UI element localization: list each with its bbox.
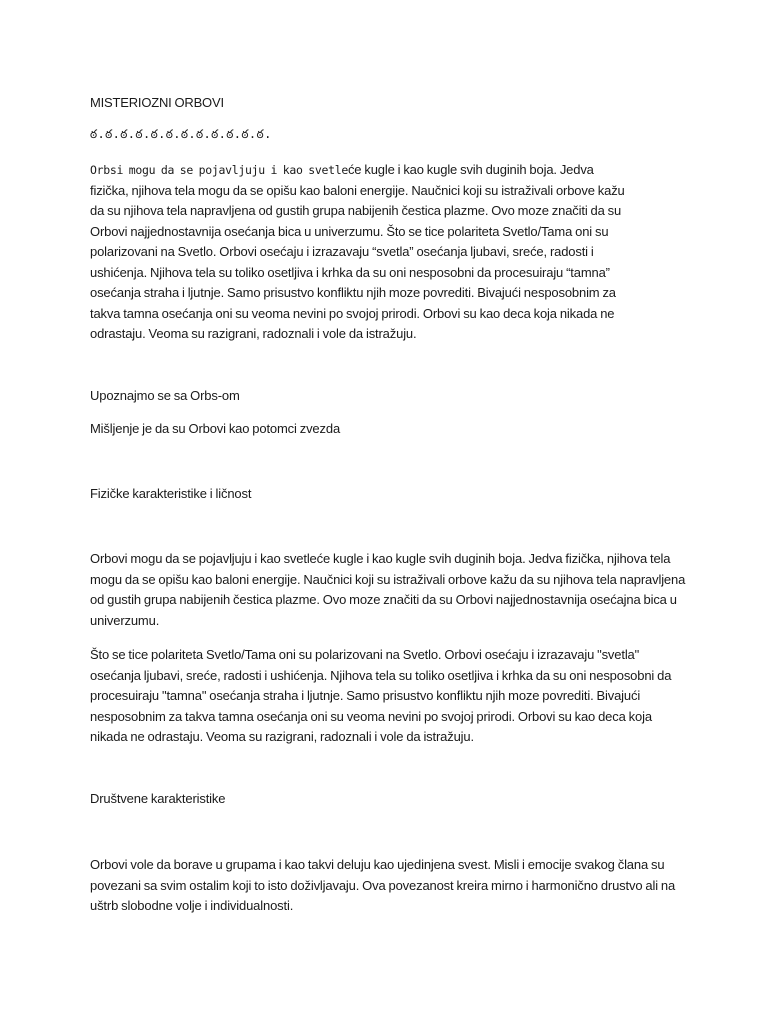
section-heading-meet: Upoznajmo se sa Orbs-om — [90, 388, 240, 403]
intro-lead-text: Orbsi mogu da se pojavljuju i kao svetle — [90, 163, 348, 177]
decorative-glyph-row: ఠ.ఠ.ఠ.ఠ.ఠ.ఠ.ఠ.ఠ.ఠ.ఠ.ఠ.ఠ. — [90, 127, 272, 141]
section-heading-social: Društvene karakteristike — [90, 791, 226, 806]
intro-rest-text: će kugle i kao kugle svih duginih boja. Jedva fizička, njihova tela mogu da se opišu kao baloni energije. Naučnici koji su istraživali orbove kažu da su njihova tela napravljena od gustih grupa nabijenih čestica plazme. Ovo moze značiti da su Orbovi najjednostavnija osećanja bica u univerzumu. Što se tice polariteta Svetlo/Tama oni su polarizovani na Svetlo. Orbovi osećaju i izrazavaju “svetla” osećanja ljubavi, sreće, radosti i ushićenja. Njihova tela su toliko osetljiva i krhka da su oni nesposobni da procesuiraju “tamna” osećanja straha i ljutnje. Samo prisustvo konfliktu njih moze povrediti. Bivajući nesposobnim za takva tamna osećanja oni su veoma nevini po svojoj prirodi. Orbovi su kao deca koja nikada ne odrastaju. Veoma su razigrani, radoznali i vole da istražuju. — [90, 162, 625, 341]
section-heading-physical: Fizičke karakteristike i ličnost — [90, 486, 252, 501]
social-paragraph: Orbovi vole da borave u grupama i kao takvi deluju kao ujedinjena svest. Misli i emocije svakog člana su povezani sa svim ostalim koji to isto doživljavaju. Ova povezanost kreira mirno i harmonično drustvo ali na uštrb slobodne volje i individualnosti. — [90, 857, 676, 913]
physical-paragraph-1: Orbovi mogu da se pojavljuju i kao svetleće kugle i kao kugle svih duginih boja. Jedva fizička, njihova tela mogu da se opišu kao baloni energije. Naučnici koji su istraživali orbove kažu da su njihova tela napravljena od gustih grupa nabijenih čestica plazme. Ovo moze značiti da su Orbovi najjednostavnija osećajna bica u univerzumu. — [90, 551, 686, 628]
intro-paragraph — [90, 160, 630, 345]
document-title: MISTERIOZNI ORBOVI — [90, 95, 224, 110]
physical-paragraph-2: Što se tice polariteta Svetlo/Tama oni su polarizovani na Svetlo. Orbovi osećaju i izrazavaju "svetla" osećanja ljubavi, sreće, radosti i ushićenja. Njihova tela su toliko osetljiva i krhka da su oni nesposobni da procesuiraju "tamna" osećanja straha i ljutnje. Samo prisustvo konfliktu njih moze povrediti. Bivajući nesposobnim za takva tamna osećanja oni su veoma nevini po svojoj prirodi. Orbovi su kao deca koja nikada ne odrastaju. Veoma su razigrani, radoznali i vole da istražuju. — [90, 647, 672, 744]
opinion-line: Mišljenje je da su Orbovi kao potomci zvezda — [90, 421, 341, 436]
